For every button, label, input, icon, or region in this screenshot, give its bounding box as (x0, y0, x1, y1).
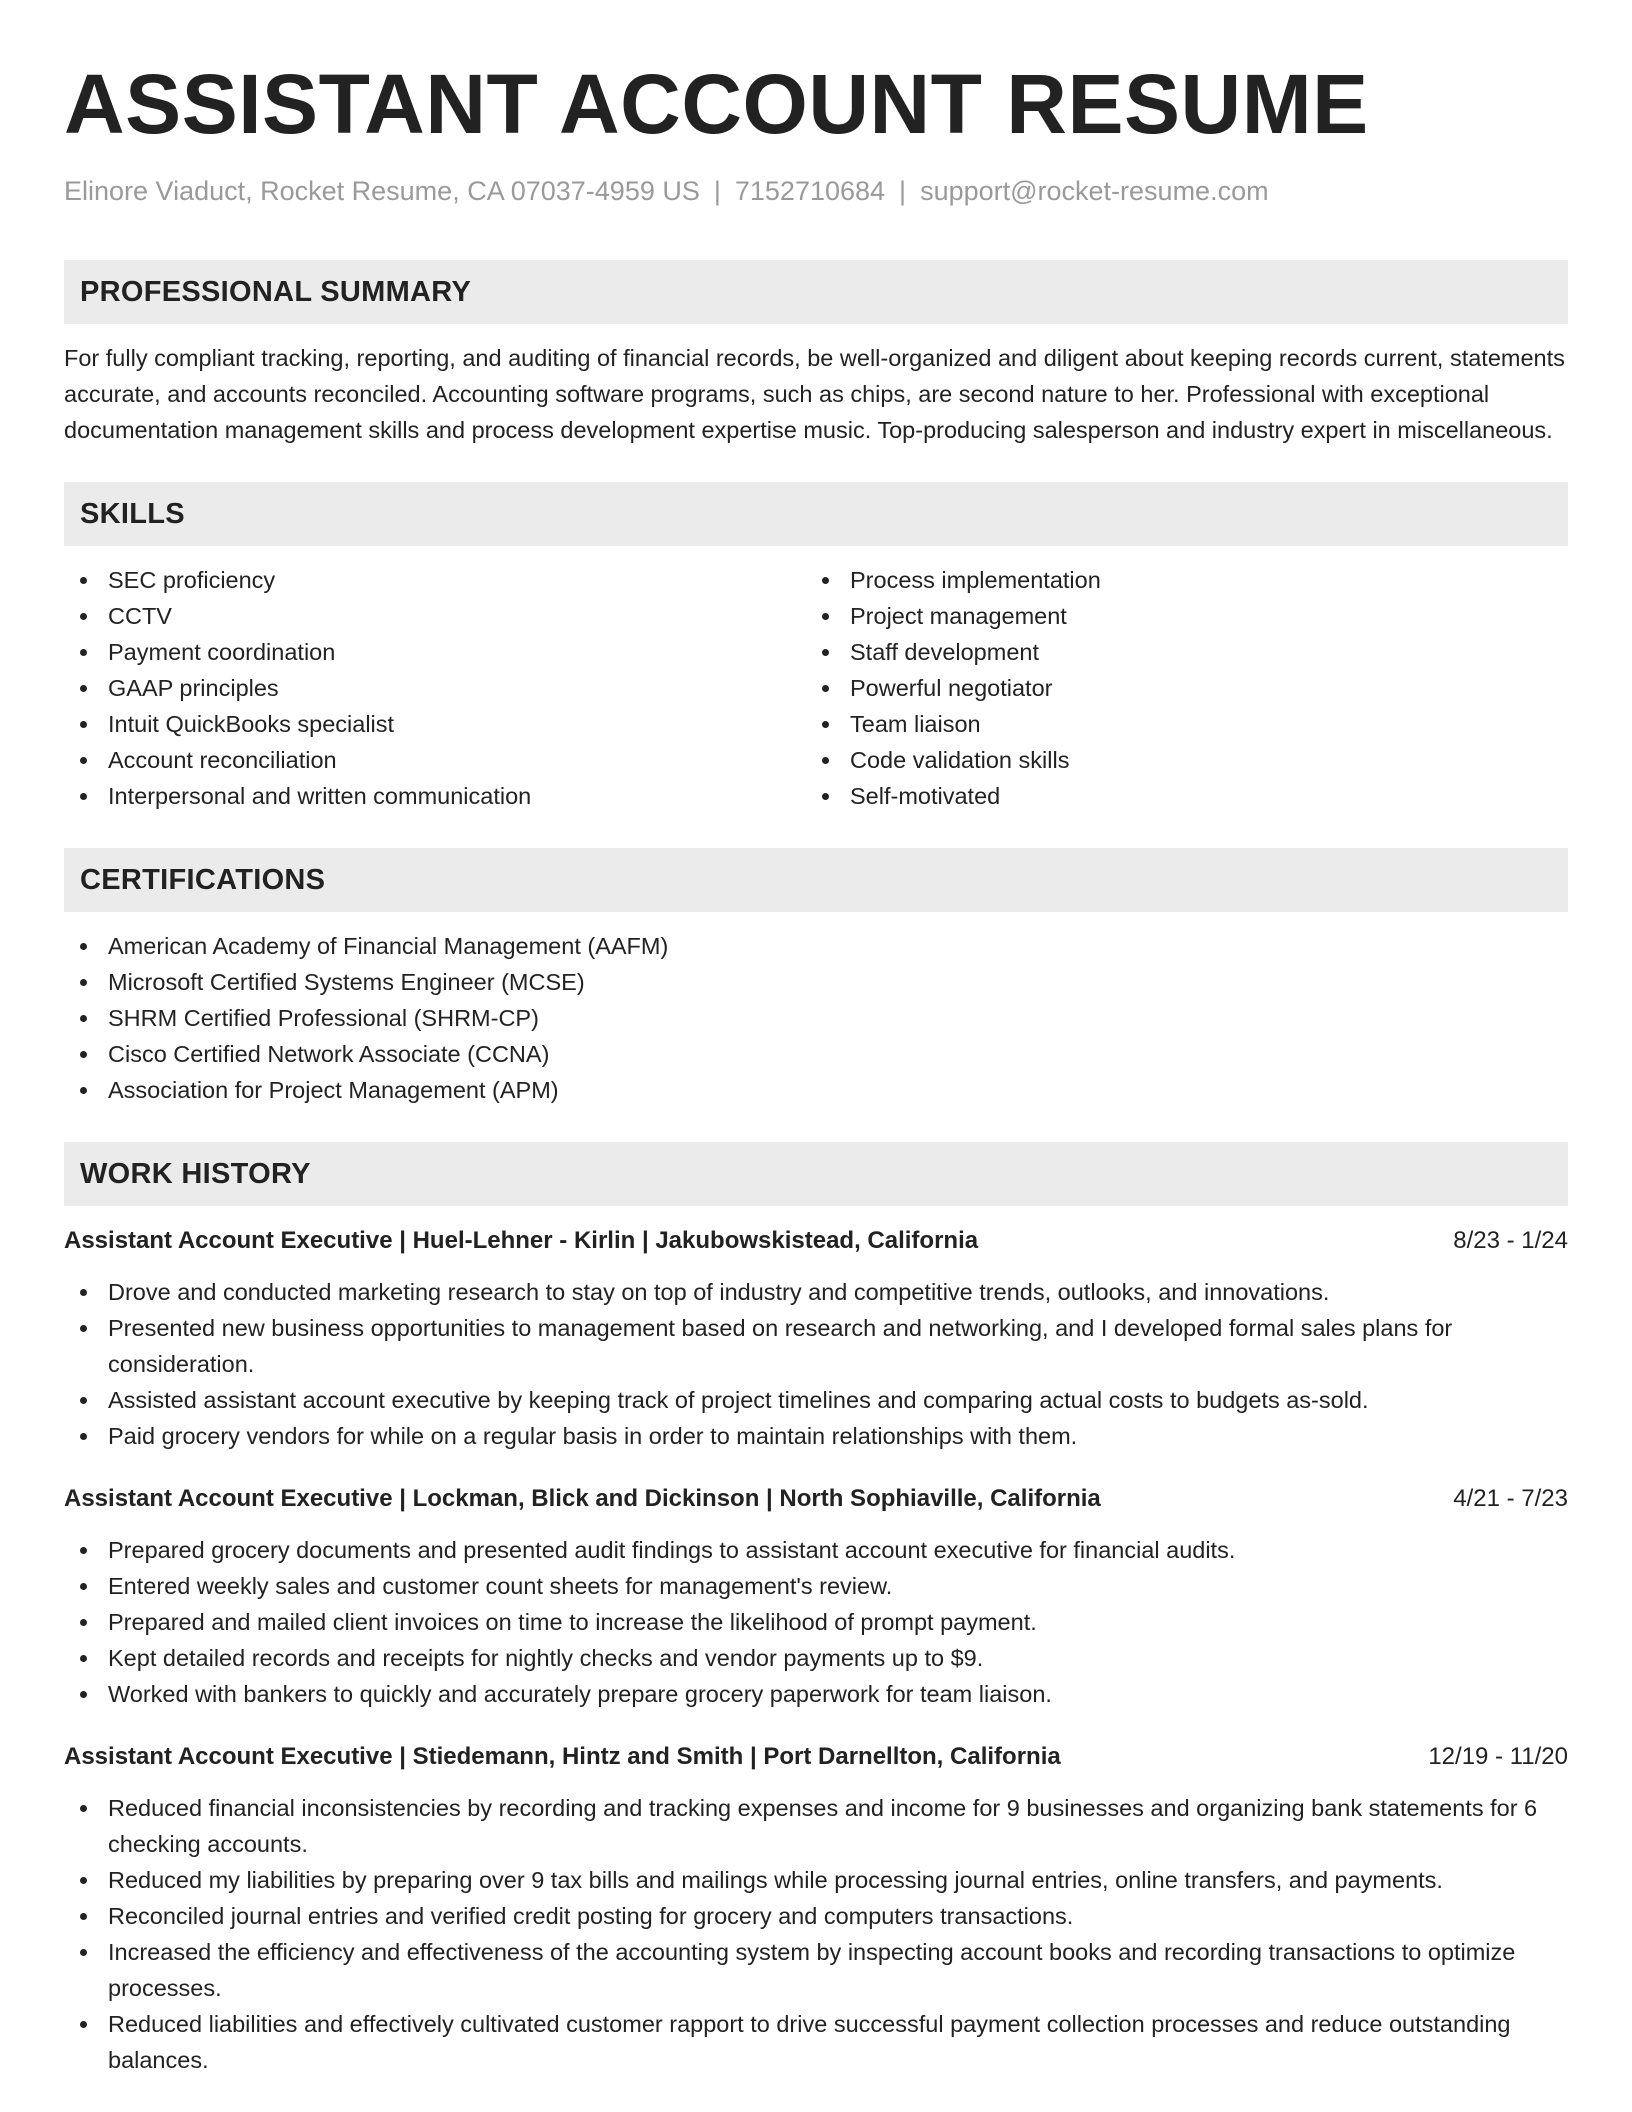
resume-page (64, 0, 1568, 2078)
job-entry (64, 1740, 1568, 2078)
contact-phone: 7152710684 (734, 176, 886, 206)
job-bullet: Reduced financial inconsistencies by recording and tracking expenses and income for 9 businesses and organizing bank statements for 6 checking accounts. (64, 1790, 1568, 1862)
contact-separator: | (899, 176, 907, 206)
section-header-skills (64, 482, 1568, 546)
certification-item: Microsoft Certified Systems Engineer (MCSE) (64, 964, 1568, 1000)
skill-item: Powerful negotiator (806, 670, 1548, 706)
job-title: Assistant Account Executive | Huel-Lehner - Kirlin | Jakubowskistead, California (64, 1227, 979, 1254)
skill-item: Process implementation (806, 562, 1548, 598)
skill-item: SEC proficiency (64, 562, 806, 598)
section-header-certifications (64, 848, 1568, 912)
job-bullet: Paid grocery vendors for while on a regular basis in order to maintain relationships with them. (64, 1418, 1568, 1454)
certification-item: Association for Project Management (APM) (64, 1072, 1568, 1108)
skills-grid (64, 562, 1568, 814)
job-bullet: Reconciled journal entries and verified credit posting for grocery and computers transactions. (64, 1898, 1568, 1934)
job-dates: 8/23 - 1/24 (1453, 1227, 1568, 1254)
job-bullets (64, 1790, 1568, 2078)
job-bullet: Increased the efficiency and effectiveness of the accounting system by inspecting account books and recording transactions to optimize processes. (64, 1934, 1568, 2006)
resume-title: ASSISTANT ACCOUNT RESUME (64, 57, 1369, 151)
job-title: Assistant Account Executive | Lockman, Blick and Dickinson | North Sophiaville, California (64, 1485, 1101, 1512)
contact-email: support@rocket-resume.com (920, 176, 1269, 206)
section-title-skills: SKILLS (80, 497, 185, 530)
section-header-summary (64, 260, 1568, 324)
certification-item: SHRM Certified Professional (SHRM-CP) (64, 1000, 1568, 1036)
skill-item: Intuit QuickBooks specialist (64, 706, 806, 742)
job-bullet: Worked with bankers to quickly and accurately prepare grocery paperwork for team liaison. (64, 1676, 1568, 1712)
skill-item: Self-motivated (806, 778, 1548, 814)
contact-line (64, 174, 1568, 208)
contact-address: Elinore Viaduct, Rocket Resume, CA 07037-4959 US (64, 176, 700, 206)
job-entry (64, 1224, 1568, 1454)
section-title-work-history: WORK HISTORY (80, 1157, 311, 1190)
skills-list-right (806, 562, 1548, 814)
skill-item: GAAP principles (64, 670, 806, 706)
job-dates: 4/21 - 7/23 (1453, 1485, 1568, 1512)
job-bullets (64, 1274, 1568, 1454)
section-header-work-history (64, 1142, 1568, 1206)
job-header (64, 1224, 1568, 1258)
certification-item: American Academy of Financial Management (AAFM) (64, 928, 1568, 964)
job-bullet: Prepared and mailed client invoices on time to increase the likelihood of prompt payment. (64, 1604, 1568, 1640)
summary-text: For fully compliant tracking, reporting, and auditing of financial records, be well-organized and diligent about keeping records current, statements accurate, and accounts reconciled. Accounting software programs, such as chips, are second nature to her. Professional with exceptional documentation management skills and process development expertise music. Top-producing salesperson and industry expert in miscellaneous. (64, 345, 1565, 443)
section-title-summary: PROFESSIONAL SUMMARY (80, 275, 472, 308)
job-header (64, 1482, 1568, 1516)
skill-item: Payment coordination (64, 634, 806, 670)
skill-item: Staff development (806, 634, 1548, 670)
job-bullet: Reduced liabilities and effectively cultivated customer rapport to drive successful payment collection processes and reduce outstanding balances. (64, 2006, 1568, 2078)
skill-item: Account reconciliation (64, 742, 806, 778)
skill-item: Interpersonal and written communication (64, 778, 806, 814)
job-header (64, 1740, 1568, 1774)
job-bullet: Assisted assistant account executive by keeping track of project timelines and comparing actual costs to budgets as-sold. (64, 1382, 1568, 1418)
contact-separator: | (713, 176, 721, 206)
certification-item: Cisco Certified Network Associate (CCNA) (64, 1036, 1568, 1072)
skill-item: Code validation skills (806, 742, 1548, 778)
skill-item: CCTV (64, 598, 806, 634)
certifications-list (64, 928, 1568, 1108)
section-title-certifications: CERTIFICATIONS (80, 863, 326, 896)
job-title: Assistant Account Executive | Stiedemann, Hintz and Smith | Port Darnellton, California (64, 1743, 1061, 1770)
job-bullet: Entered weekly sales and customer count sheets for management's review. (64, 1568, 1568, 1604)
skills-list-left (64, 562, 806, 814)
skill-item: Team liaison (806, 706, 1548, 742)
job-bullet: Prepared grocery documents and presented audit findings to assistant account executive for financial audits. (64, 1532, 1568, 1568)
job-bullets (64, 1532, 1568, 1712)
job-bullet: Reduced my liabilities by preparing over 9 tax bills and mailings while processing journal entries, online transfers, and payments. (64, 1862, 1568, 1898)
job-bullet: Presented new business opportunities to management based on research and networking, and I developed formal sales plans for consideration. (64, 1310, 1568, 1382)
job-bullet: Drove and conducted marketing research to stay on top of industry and competitive trends, outlooks, and innovations. (64, 1274, 1568, 1310)
skill-item: Project management (806, 598, 1548, 634)
job-entry (64, 1482, 1568, 1712)
job-bullet: Kept detailed records and receipts for nightly checks and vendor payments up to $9. (64, 1640, 1568, 1676)
job-dates: 12/19 - 11/20 (1428, 1743, 1568, 1770)
